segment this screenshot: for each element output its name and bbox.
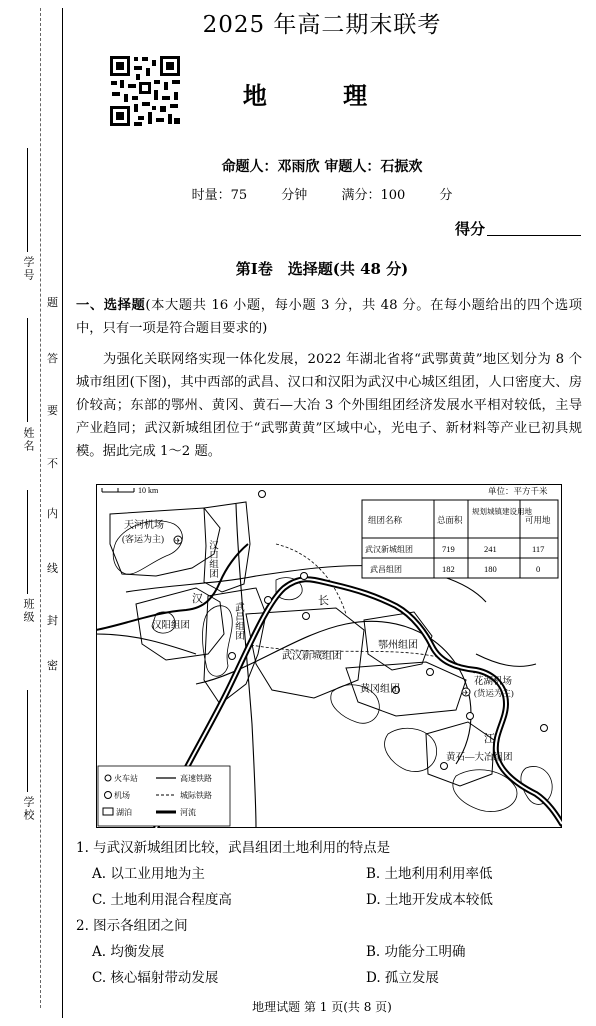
table-header: 可用地	[525, 515, 551, 525]
q2-option-a[interactable]: A. 均衡发展	[92, 944, 165, 960]
huanggang-label: 黄冈组团	[360, 684, 400, 695]
seal-char: 题	[47, 296, 58, 309]
seal-dashed-line	[40, 8, 41, 1008]
table-cell: 180	[484, 564, 497, 574]
section-title: 第Ⅰ卷 选择题(共 48 分)	[235, 260, 409, 278]
unit-note: 单位：平方千米	[488, 486, 548, 496]
instruction-text: (本大题共 16 小题，每小题 3 分，共 48 分。在每小题给出的四个选项中，只有一项是符合题目要求的)	[76, 298, 583, 336]
legend-item: 机场	[114, 791, 130, 800]
name-field[interactable]	[27, 318, 28, 422]
question-1-stem: 1. 与武汉新城组团比较，武昌组团土地利用的特点是	[76, 840, 391, 856]
legend-item: 城际铁路	[180, 791, 212, 800]
wuchang-label: 武昌组团	[233, 602, 243, 640]
question-2-stem: 2. 图示各组团之间	[76, 918, 188, 934]
seal-char: 不	[47, 457, 58, 470]
table-header: 组团名称	[368, 515, 403, 525]
exam-meta	[62, 184, 582, 203]
tianhe-airport-sub: (客运为主)	[122, 534, 164, 544]
authors-line: 命题人：邓雨欣 审题人：石振欢	[221, 159, 423, 175]
svg-text:✈: ✈	[463, 689, 469, 697]
huahu-airport-label: 花湖机场	[474, 677, 513, 687]
passage-text: 为强化关联网络实现一体化发展，2022 年湖北省将“武鄂黄黄”地区划分为 8 个城市组团(下图)，其中西部的武昌、汉口和汉阳为武汉中心城区组团，人口密度大、房价较高；东部的鄂州、黄冈、黄石—大冶 3 个外围组团经济发展水平相对较低，主导产业趋同；武汉新城组团位于“武鄂黄黄”区域中心，光电子、新材料等产业已初具规模。据此完成 1～2 题。	[76, 352, 582, 459]
time-label: 时量：75 分钟	[191, 188, 308, 203]
legend-item: 高速铁路	[180, 774, 212, 783]
q2-option-d[interactable]: D. 孤立发展	[366, 970, 439, 986]
hanyang-label: 汉阳组团	[152, 621, 191, 631]
full-score-label: 满分：100 分	[341, 188, 453, 203]
page-footer: 地理试题 第 1 页(共 8 页)	[252, 1000, 392, 1014]
q1-option-d[interactable]: D. 土地开发成本较低	[366, 892, 493, 908]
huangshi-label: 黄石—大冶组团	[446, 753, 513, 763]
name-label: 姓名	[22, 427, 35, 453]
tianhe-airport-label: 天河机场	[124, 520, 164, 531]
q1-option-a[interactable]: A. 以工业用地为主	[92, 866, 205, 882]
exam-title: 2025 年高二期末联考	[202, 12, 442, 38]
xincheng-label: 武汉新城组团	[282, 651, 342, 662]
class-field[interactable]	[27, 490, 28, 594]
table-cell: 241	[484, 544, 497, 554]
school-field[interactable]	[27, 690, 28, 792]
svg-text:✈: ✈	[175, 537, 181, 545]
section-instruction	[76, 294, 582, 340]
table-header: 总面积	[437, 515, 463, 525]
table-cell: 719	[442, 544, 455, 554]
huahu-airport-sub: (货运为主)	[474, 688, 514, 698]
student-id-label: 学号	[22, 256, 35, 282]
score-label: 得分	[455, 220, 486, 238]
q2-option-c[interactable]: C. 核心辐射带动发展	[92, 970, 219, 986]
scale-label: 10 km	[138, 486, 159, 495]
seal-char: 答	[47, 352, 58, 365]
river-label-jiang: 江	[484, 733, 495, 745]
legend-item: 河流	[180, 808, 196, 817]
table-cell: 武昌组团	[370, 565, 402, 574]
legend-item: 湖泊	[116, 808, 132, 817]
seal-char: 密	[47, 659, 58, 672]
seal-char: 线	[47, 562, 58, 575]
river-label-han: 汉	[192, 593, 203, 605]
region-map-figure	[96, 484, 562, 828]
river-label-chang: 长	[318, 595, 329, 607]
seal-char: 封	[47, 614, 58, 627]
q1-option-b[interactable]: B. 土地利用利用率低	[366, 866, 493, 882]
table-cell: 0	[536, 564, 541, 574]
hankou-label: 汉口组团	[207, 540, 217, 578]
score-field[interactable]	[487, 235, 581, 236]
group-area-table	[362, 500, 558, 578]
table-cell: 武汉新城组团	[365, 545, 413, 554]
student-id-field[interactable]	[27, 148, 28, 252]
map-legend	[98, 766, 230, 826]
table-header: 规划城镇建设用地	[472, 507, 532, 516]
class-label: 班级	[22, 598, 35, 624]
ezhou-label: 鄂州组团	[378, 640, 418, 651]
q1-option-c[interactable]: C. 土地利用混合程度高	[92, 892, 232, 908]
table-cell: 182	[442, 564, 455, 574]
q2-option-b[interactable]: B. 功能分工明确	[366, 944, 466, 960]
table-cell: 117	[532, 544, 545, 554]
legend-item: 火车站	[114, 774, 138, 783]
instruction-lead: 一、选择题	[76, 298, 146, 313]
seal-char: 内	[47, 507, 58, 520]
subject-title: 地 理	[242, 81, 402, 110]
school-label: 学校	[22, 796, 35, 822]
seal-char: 要	[47, 404, 58, 417]
